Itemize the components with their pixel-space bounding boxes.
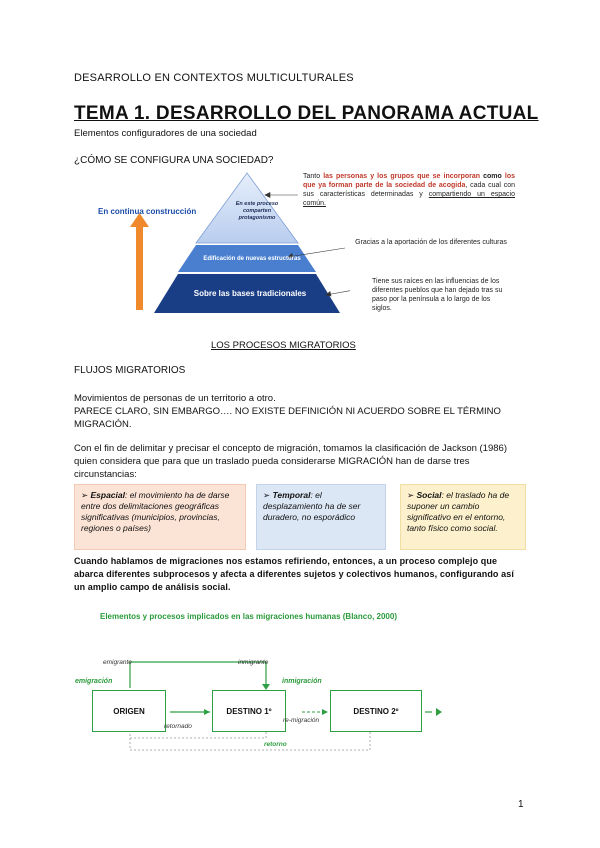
node-destino-2: DESTINO 2º bbox=[330, 690, 422, 732]
circumstance-social: ➢ Social: el traslado ha de suponer un cambio significativo en el entorno, tanto físico como social. bbox=[400, 484, 526, 550]
paragraph-1 bbox=[74, 392, 526, 431]
pyramid-bottom-text: Sobre las bases tradicionales bbox=[193, 289, 307, 298]
label-emigracion: emigración bbox=[75, 678, 113, 685]
page-subtitle: Elementos configuradores de una sociedad bbox=[74, 128, 257, 139]
circumstance-spatial: ➢ Espacial: el movimiento ha de darse entre dos delimitaciones geográficas significativas (municipios, provincias, regiones o países) bbox=[74, 484, 246, 550]
page-title: TEMA 1. DESARROLLO DEL PANORAMA ACTUAL bbox=[74, 103, 539, 124]
diagram-title: Elementos y procesos implicados en las migraciones humanas (Blanco, 2000) bbox=[100, 612, 397, 621]
circumstance-temporal: ➢ Temporal: el desplazamiento ha de ser duradero, no esporádico bbox=[256, 484, 386, 550]
subheading: FLUJOS MIGRATORIOS bbox=[74, 365, 186, 376]
label-inmigracion: inmigración bbox=[282, 678, 322, 685]
pyramid-middle-text: Edificación de nuevas estructuras bbox=[203, 256, 301, 262]
label-retorno: retorno bbox=[264, 741, 287, 748]
pyramid-callout-bottom: Tiene sus raíces en las influencias de los diferentes pueblos que han dejado tras su paso por la península a lo largo de los siglos. bbox=[372, 278, 503, 312]
node-origen: ORIGEN bbox=[92, 690, 166, 732]
bullet-arrow-icon: ➢ bbox=[407, 490, 417, 500]
pyramid-top-text: En este proceso comparten protagonismo bbox=[235, 201, 279, 221]
section-question: ¿CÓMO SE CONFIGURA UNA SOCIEDAD? bbox=[74, 155, 274, 166]
growth-arrow-icon bbox=[130, 213, 149, 310]
pyramid-side-label: En continua construcción bbox=[98, 207, 197, 216]
node-destino-1: DESTINO 1º bbox=[212, 690, 286, 732]
bullet-arrow-icon: ➢ bbox=[81, 490, 91, 500]
paragraph-1-line-1: Movimientos de personas de un territorio a otro. bbox=[74, 393, 276, 404]
paragraph-2: Con el fin de delimitar y precisar el concepto de migración, tomamos la clasificación de Jackson (1986) quien considera que para que un traslado pueda considerarse MIGRACIÓN han de darse tres circunstancias: bbox=[74, 443, 507, 480]
label-inmigrante: inmigrante bbox=[238, 659, 269, 666]
page-number: 1 bbox=[518, 799, 524, 810]
pyramid-callout-top: Tanto las personas y los grupos que se incorporan como los que ya forman parte de la sociedad de acogida, cada cual con sus características determinadas y compartiendo un espacio común. bbox=[303, 173, 516, 207]
document-header: DESARROLLO EN CONTEXTOS MULTICULTURALES bbox=[74, 72, 354, 84]
paragraph-1-line-2: PARECE CLARO, SIN EMBARGO…. NO EXISTE DEFINICIÓN NI ACUERDO SOBRE EL TÉRMINO MIGRACIÓN. bbox=[74, 406, 501, 430]
section-title: LOS PROCESOS MIGRATORIOS bbox=[211, 340, 356, 351]
label-retornado: retornado bbox=[164, 723, 192, 730]
label-re-migracion: re-migración bbox=[283, 717, 320, 724]
label-emigrante: emigrante bbox=[103, 659, 132, 666]
pyramid-callout-middle: Gracias a la aportación de los diferentes culturas bbox=[355, 239, 507, 246]
bullet-arrow-icon: ➢ bbox=[263, 490, 273, 500]
paragraph-3: Cuando hablamos de migraciones nos estamos refiriendo, entonces, a un proceso complejo que abarca diferentes subprocesos y afecta a diferentes sujetos y colectivos humanos, configurando así un amplio campo de análisis social. bbox=[74, 556, 514, 592]
